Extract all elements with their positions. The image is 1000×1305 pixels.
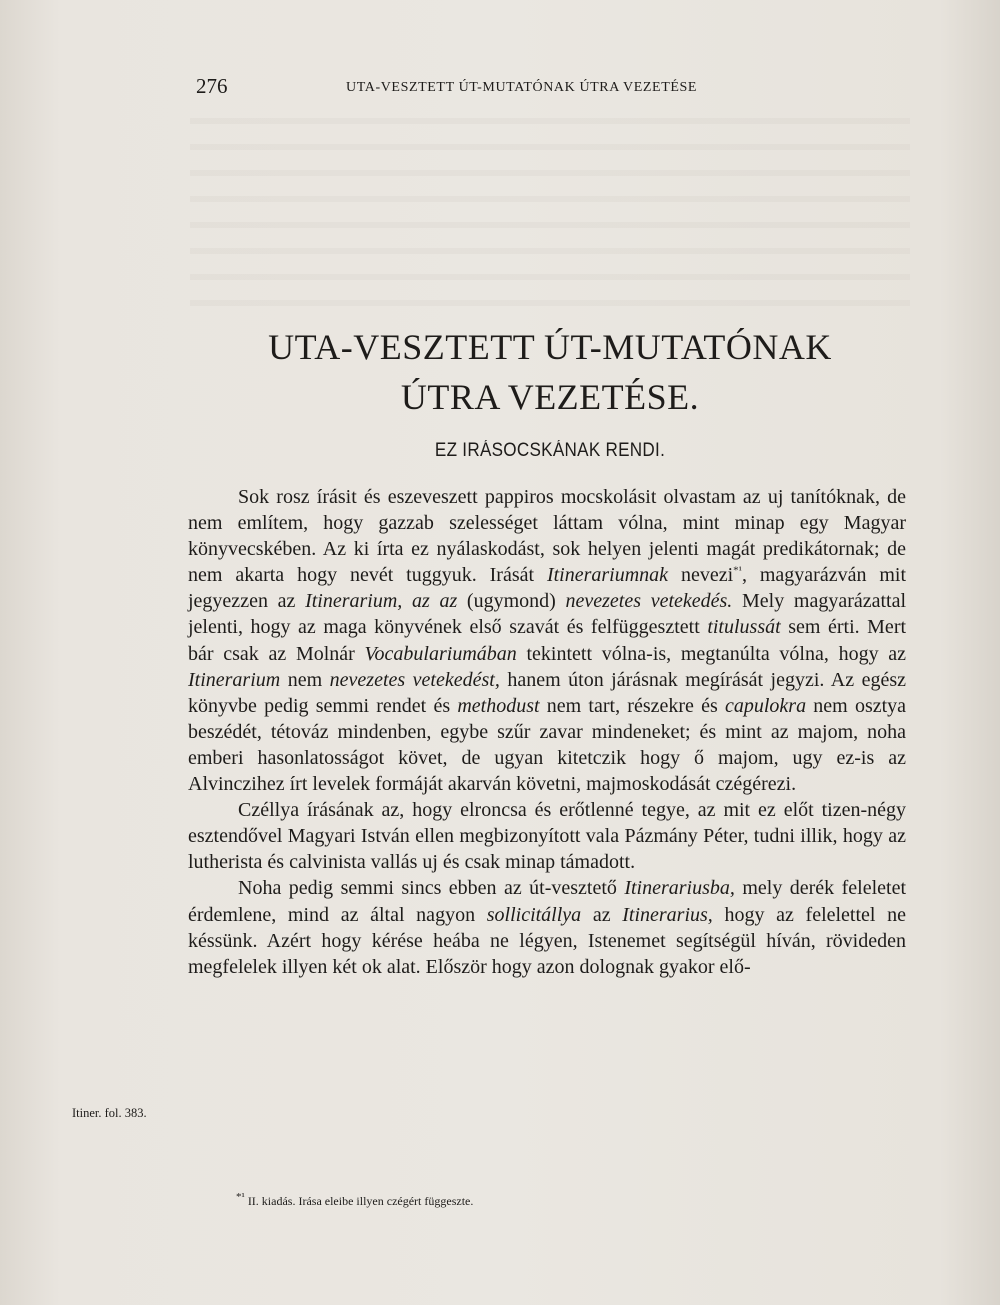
body-text	[188, 484, 906, 980]
text-span: Noha pedig semmi sincs ebben az út-vesztető	[238, 877, 617, 900]
text-span: az	[592, 903, 611, 926]
italic-term: methodust	[457, 694, 540, 717]
italic-term: titulussát	[707, 616, 781, 639]
paragraph-3	[188, 875, 906, 979]
footnote-marker: *¹	[236, 1191, 245, 1203]
footnote-text: II. kiadás. Irása eleibe illyen czégért függeszte.	[247, 1194, 474, 1208]
italic-term: capulokra	[724, 694, 807, 717]
italic-term: Itinerariumnak	[546, 564, 669, 587]
italic-term: Vocabulariumában	[364, 642, 517, 665]
italic-term: nevezetes vetekedést,	[329, 668, 500, 691]
text-span: nem osztya beszédét, tétováz mindenben, egybe szűr zavar mindeneket; és mint az majom, noha emberi hasonlatosságot követ, de ugyan kitetczik hogy ő majom, ugy ez-is az Alvinczihez írt levelek formáját akarván követni, majmoskodását czégérezi.	[188, 694, 907, 796]
text-span: nevezi	[680, 564, 734, 587]
text-span: nem	[287, 668, 323, 691]
footnote-ref: *¹	[733, 564, 742, 577]
running-head	[196, 74, 908, 104]
title-line-2: ÚTRA VEZETÉSE.	[400, 377, 700, 418]
italic-term: Itinerarius,	[622, 903, 713, 926]
text-span: Sok rosz írásit és eszeveszett pappiros mocskolásit olvastam az uj tanítóknak, de nem említem, hogy gazzab szelességet láttam vólna, mint minap egy Magyar könyvecskében. Az ki írta ez nyálaskodást, sok helyen jelenti magát predikátornak; de nem akarta hogy nevét tuggyuk. Irását	[188, 486, 906, 587]
section-heading: EZ IRÁSOCSKÁNAK RENDI.	[434, 440, 666, 461]
paragraph-2	[188, 797, 906, 875]
italic-term: sollicitállya	[486, 903, 582, 926]
show-through-text	[190, 118, 910, 318]
footnote	[236, 1191, 474, 1209]
text-span: tekintett vólna-is, megtanúlta vólna, hogy az	[526, 642, 907, 665]
text-span: sem érti. Mert bár csak az Molnár	[188, 616, 907, 665]
text-span: mely derék feleletet érdemlene, mind az által nagyon	[188, 877, 906, 926]
text-span: hanem úton járásnak megírását jegyzi. Az egész könyvbe pedig semmi rendet és	[188, 668, 907, 717]
text-span: nem tart, részekre és	[546, 694, 718, 717]
running-title: UTA-VESZTETT ÚT-MUTATÓNAK ÚTRA VEZETÉSE	[346, 80, 698, 95]
title-line-1: UTA-VESZTETT ÚT-MUTATÓNAK	[268, 327, 832, 368]
paragraph-1	[188, 484, 906, 797]
italic-term: Itinerarium, az az	[305, 590, 458, 613]
page-title	[190, 322, 910, 422]
margin-note: Itiner. fol. 383.	[72, 1106, 147, 1120]
italic-term: Itinerariusba,	[624, 877, 735, 900]
text-span: (ugymond)	[466, 590, 556, 613]
italic-term: nevezetes vetekedés.	[565, 590, 733, 613]
text-span: Mely magyarázattal jelenti, hogy az maga könyvének első szavát és felfüggesztett	[188, 590, 907, 639]
text-span: hogy az felelettel ne késsünk. Azért hogy kérése heába ne légyen, Istenemet segítségül híván, rövideden megfelelek illyen két ok alat. Először hogy azon dolognak gyakor elő-	[188, 903, 907, 978]
page-number: 276	[196, 74, 228, 98]
italic-term: Itinerarium	[188, 668, 281, 691]
text-span: Czéllya írásának az, hogy elroncsa és erőtlenné tegye, az mit ez előt tizen-négy esztendővel Magyari István ellen megbizonyított vala Pázmány Péter, tudni illik, hogy az lutherista és calvinista vallás uj és csak minap támadott.	[188, 799, 906, 874]
text-span: , magyarázván mit jegyezzen az	[188, 564, 907, 613]
